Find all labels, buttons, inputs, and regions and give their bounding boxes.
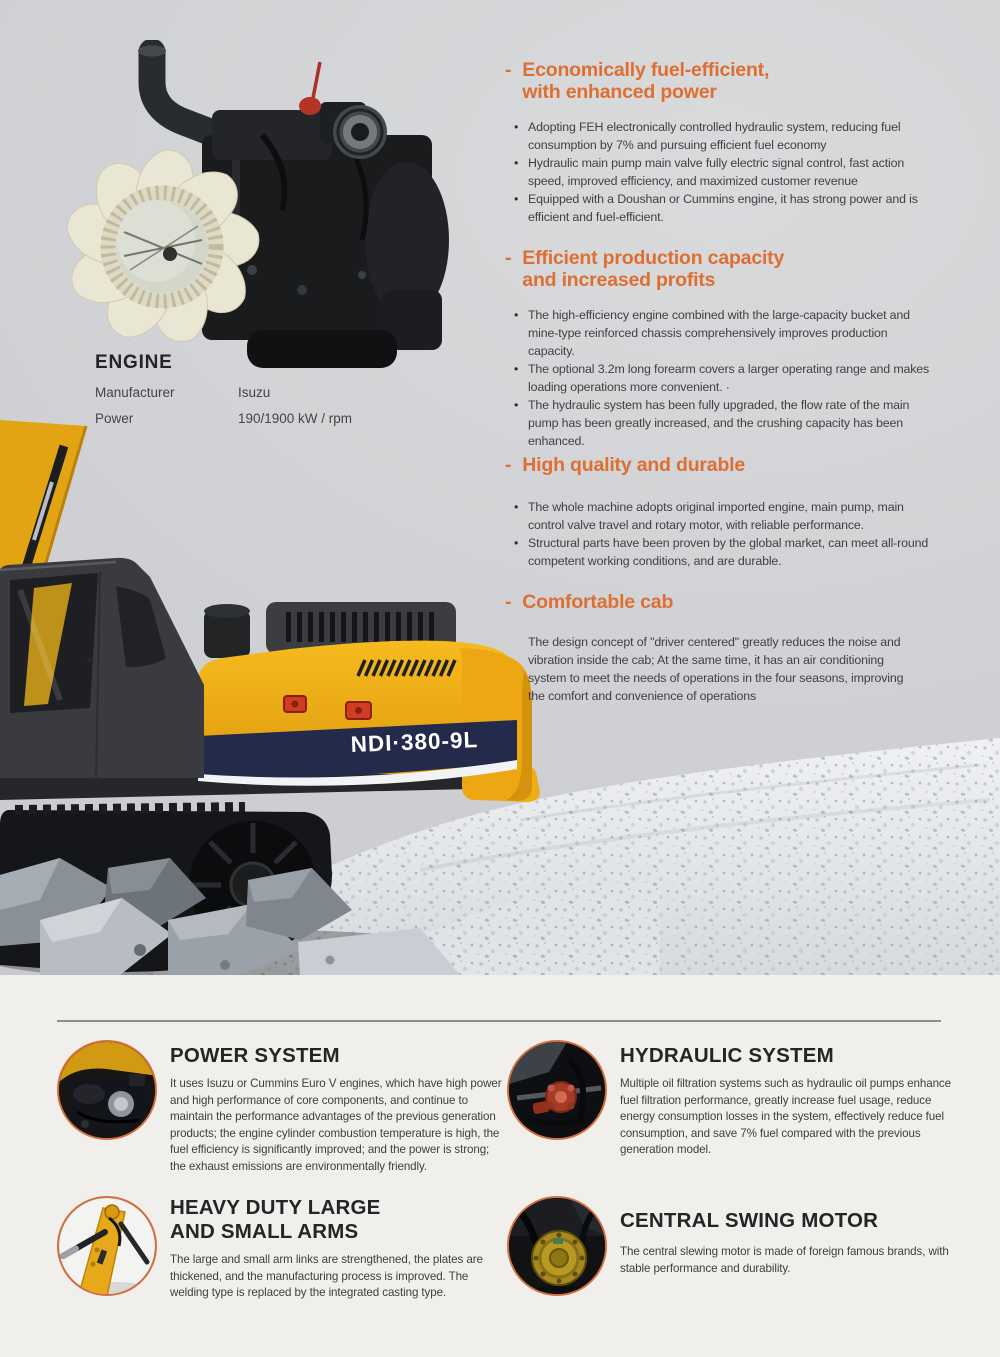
bullet-list: [505, 306, 945, 450]
feature-bullet: • Equipped with a Doushan or Cummins engine, it has strong power and is efficient and fuel-efficient.: [528, 190, 932, 226]
card-text: [620, 1209, 950, 1277]
engine-spec-block: [95, 352, 352, 426]
card-title-line: AND SMALL ARMS: [170, 1220, 359, 1243]
spec-label-power: Power: [95, 411, 134, 426]
section-heading: [505, 592, 945, 614]
engine-title: ENGINE: [95, 352, 173, 373]
section-heading: [505, 248, 945, 291]
card-title-line: POWER SYSTEM: [170, 1044, 340, 1067]
engine-exhaust-pipe: [152, 52, 210, 132]
feature-bullet: • The optional 3.2m long forearm covers a larger operating range and makes loading operations more convenient. ·: [528, 360, 932, 396]
feature-bullet: • The whole machine adopts original imported engine, main pump, main control valve travel and rotary motor, with reliable performance.: [528, 498, 932, 534]
feature-bullet: • The high-efficiency engine combined with the large-capacity bucket and mine-type reinforced chassis comprehensively improves production capacity.: [528, 306, 932, 360]
bullet-list: [505, 498, 945, 570]
heading-line: and increased profits: [522, 268, 716, 291]
card-text: [170, 1196, 500, 1302]
power-system-photo: [57, 1040, 157, 1140]
engine-red-marker: [313, 62, 320, 98]
card-heavy-duty-arms: [57, 1193, 500, 1302]
heading-line: High quality and durable: [522, 454, 746, 476]
card-body: The central slewing motor is made of foreign famous brands, with stable performance and durability.: [620, 1245, 949, 1275]
feature-bullet: • Hydraulic main pump main valve fully electric signal control, fast action speed, improved efficiency, and maximized customer revenue: [528, 154, 932, 190]
heading-dash: -: [505, 454, 512, 476]
feature-section-production: [505, 248, 945, 450]
model-badge: NDI·380-9L: [350, 727, 479, 757]
spec-label-manufacturer: Manufacturer: [95, 385, 175, 400]
section-divider: [57, 1020, 941, 1022]
card-body: Multiple oil filtration systems such as hydraulic oil pumps enhance fuel filtration performance, greatly increase fuel usage, reduce energy consumption losses in the system, effectively reduce fuel consumption, and save 7% fuel compared with the previous generation model.: [620, 1077, 951, 1156]
engine-photo: [52, 40, 452, 375]
feature-bullet: • Structural parts have been proven by the global market, can meet all-round competent working conditions, and are durable.: [528, 534, 932, 570]
feature-paragraph: The design concept of "driver centered" greatly reduces the noise and vibration inside the cab; At the same time, it has an air conditioning system to meet the needs of operations in the four seasons, improving the comfort and convenience of operations: [528, 634, 904, 703]
card-title-line: CENTRAL SWING MOTOR: [620, 1209, 879, 1232]
feature-section-fuel-efficient: [505, 60, 945, 226]
spec-value-manufacturer: Isuzu: [238, 385, 271, 400]
hydraulic-system-photo: [507, 1040, 607, 1140]
heading-dash: -: [505, 591, 512, 613]
card-central-swing-motor: [507, 1193, 950, 1277]
feature-section-quality: [505, 455, 945, 570]
arms-photo: [57, 1196, 157, 1296]
card-title: [620, 1044, 950, 1068]
feature-bullet: • The hydraulic system has been fully upgraded, the flow rate of the main pump has been greatly increased, and the crushing capacity has been enhanced.: [528, 396, 932, 450]
excavator-housing: [198, 641, 532, 801]
section-heading: [505, 60, 945, 103]
heading-dash: -: [505, 59, 512, 81]
card-title: [620, 1209, 950, 1233]
heading-dash: -: [505, 247, 512, 269]
card-title-line: HEAVY DUTY LARGE: [170, 1196, 381, 1219]
card-title: [170, 1044, 500, 1068]
feature-section-cab: [505, 592, 945, 705]
spec-value-power: 190/1900 kW / rpm: [238, 411, 353, 426]
card-text: [170, 1044, 500, 1175]
section-heading: [505, 455, 945, 477]
heading-line: Comfortable cab: [522, 591, 674, 613]
card-power-system: [57, 1037, 500, 1175]
swing-motor-photo: [507, 1196, 607, 1296]
bullet-list: [505, 118, 945, 226]
card-title: [170, 1196, 500, 1244]
heading-line: with enhanced power: [522, 80, 717, 103]
feature-bullet: • Adopting FEH electronically controlled hydraulic system, reducing fuel consumption by 7% and pursuing efficient fuel economy: [528, 118, 932, 154]
heading-line: Efficient production capacity: [522, 247, 785, 269]
heading-line: Economically fuel-efficient,: [522, 59, 770, 81]
engine-turbo: [333, 105, 387, 159]
card-title-line: HYDRAULIC SYSTEM: [620, 1044, 834, 1067]
card-body: It uses Isuzu or Cummins Euro V engines, which have high power and high performance of core components, and continue to maintain the performance advantages of the previous generation products; the engine cylinder combustion temperature is high, the fuel efficiency is significantly improved; and the power is strong; the exhaust emissions are environmentally friendly.: [170, 1077, 502, 1173]
card-hydraulic-system: [507, 1037, 950, 1159]
engine-spec-row: [95, 385, 352, 400]
card-body: The large and small arm links are strengthened, the plates are thickened, and the manufacturing process is improved. The welding type is replaced by the integrated casting type.: [170, 1253, 483, 1299]
card-text: [620, 1044, 950, 1159]
excavator-cab: [0, 558, 204, 778]
